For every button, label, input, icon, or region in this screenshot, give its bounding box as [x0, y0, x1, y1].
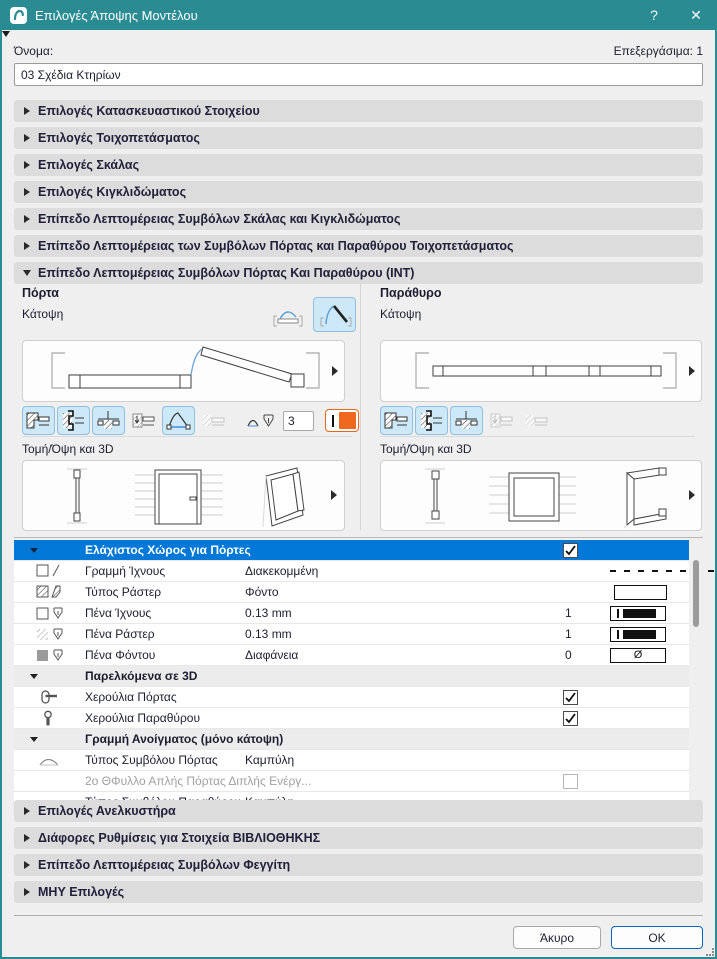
door-section3d-preview[interactable] [22, 460, 345, 531]
titlebar[interactable] [0, 0, 717, 30]
door-detail-wall-opening-button[interactable] [22, 406, 55, 435]
row-background-pen[interactable]: Πένα Φόντου Διαφάνεια 0 Ø [14, 645, 689, 666]
name-label: Όνομα: [14, 44, 54, 58]
door-handles-checkbox[interactable] [563, 690, 578, 705]
door-open-leaf-icon [318, 302, 352, 328]
window-detail-sill-button[interactable] [450, 406, 483, 435]
window-detail-disabled-button [520, 406, 553, 435]
door-plan-label: Κάτοψη [22, 307, 64, 321]
door-panel [14, 284, 360, 534]
window-panel [372, 284, 703, 534]
fill-type-icon [36, 585, 80, 599]
section-door-window-detail-expanded[interactable]: Επίπεδο Λεπτομέρειας Συμβόλων Πόρτας Και Παραθύρου (INT) [14, 262, 703, 284]
min-door-space-checkbox[interactable] [563, 543, 578, 558]
section-cw-door-window-detail[interactable]: Επίπεδο Λεπτομέρειας των Συμβόλων Πόρτας και Παραθύρου Τοιχοπετάσματος [14, 235, 703, 257]
row-second-leaf[interactable]: 2ο ΘΦυλλο Απλής Πόρτας Διπλής Ενέργ... [14, 771, 689, 792]
fill-color-swatch[interactable] [614, 585, 667, 600]
group-min-door-space[interactable]: Ελάχιστος Χώρος για Πόρτες [14, 540, 689, 561]
door-detail-frame-button[interactable] [57, 406, 90, 435]
chevron-down-icon [30, 548, 38, 553]
pen-preview[interactable] [610, 627, 666, 642]
door-detail-buttons [22, 406, 359, 435]
door-detail-threshold-button[interactable] [92, 406, 125, 435]
window-panel-title: Παράθυρο [380, 286, 442, 300]
window-detail-buttons [380, 406, 553, 435]
door-section-divider [22, 436, 352, 437]
dashed-line-preview [610, 570, 716, 572]
resize-grip[interactable] [706, 948, 714, 956]
row-fill-type[interactable]: Τύπος Ράστερ Φόντο [14, 582, 689, 603]
chevron-right-icon [24, 161, 30, 169]
door-symbol-open-toggle[interactable] [313, 297, 356, 332]
chevron-down-icon [30, 674, 38, 679]
row-door-symbol-type[interactable]: Τύπος Συμβόλου Πόρτας Καμπύλη [14, 750, 689, 771]
row-door-handles[interactable]: Χερούλια Πόρτας [14, 687, 689, 708]
editable-count: Επεξεργάσιμα: 1 [613, 44, 703, 58]
cancel-button[interactable]: Άκυρο [513, 926, 601, 949]
window-section3d-preview[interactable] [380, 460, 702, 531]
trace-line-icon [36, 564, 80, 578]
window-section3d-label: Τομή/Όψη και 3D [380, 442, 472, 456]
door-section3d-label: Τομή/Όψη και 3D [22, 442, 114, 456]
window-plan-preview[interactable] [380, 340, 702, 402]
footer-separator [14, 915, 703, 916]
chevron-down-icon [23, 270, 31, 276]
chevron-down-icon [30, 737, 38, 742]
door-panel-title: Πόρτα [22, 286, 59, 300]
group-3d-accessories[interactable]: Παρελκόμενα σε 3D [14, 666, 689, 687]
chevron-right-icon [24, 134, 30, 142]
chevron-right-icon [24, 888, 30, 896]
row-window-handles[interactable]: Χερούλια Παραθύρου [14, 708, 689, 729]
window-handle-icon [36, 710, 80, 727]
table-top-separator [14, 537, 703, 538]
chevron-right-icon [24, 834, 30, 842]
row-trace-pen[interactable]: Πένα Ίχνους 0.13 mm 1 [14, 603, 689, 624]
section-mep-options[interactable]: ΜΗΥ Επιλογές [14, 881, 703, 903]
preview-flyout-arrow-icon [331, 490, 337, 500]
door-plan-preview[interactable] [22, 340, 345, 402]
scrollbar-thumb[interactable] [693, 560, 699, 627]
arc-symbol-icon [36, 753, 80, 768]
section-skylight-detail[interactable]: Επίπεδο Λεπτομέρειας Συμβόλων Φεγγίτη [14, 854, 703, 876]
background-pen-icon [36, 648, 80, 663]
dialog-title: Επιλογές Άποψης Μοντέλου [35, 7, 198, 23]
chevron-right-icon [24, 215, 30, 223]
section-railing[interactable]: Επιλογές Κιγκλιδώματος [14, 181, 703, 203]
door-detail-marker-button[interactable] [127, 406, 160, 435]
section-construction-element[interactable]: Επιλογές Κατασκευαστικού Στοιχείου [14, 100, 703, 122]
window-plan-label: Κάτοψη [380, 307, 422, 321]
row-trace-line[interactable]: Γραμμή Ίχνους Διακεκομμένη [14, 561, 689, 582]
second-leaf-checkbox [563, 774, 578, 789]
help-button[interactable]: ? [633, 0, 675, 30]
opening-line-pen-icon [246, 412, 278, 430]
section-elevator[interactable]: Επιλογές Ανελκυστήρα [14, 800, 703, 822]
settings-table [14, 540, 689, 796]
door-detail-opening-line-button[interactable] [162, 406, 195, 435]
row-fill-pen[interactable]: Πένα Ράστερ 0.13 mm 1 [14, 624, 689, 645]
preview-flyout-arrow-icon [689, 490, 695, 500]
chevron-right-icon [24, 807, 30, 815]
opening-line-pen-input[interactable] [283, 411, 314, 431]
section-stair-railing-symbol-detail[interactable]: Επίπεδο Λεπτομέρειας Συμβόλων Σκάλας και Κιγκλιδώματος [14, 208, 703, 230]
table-scrollbar[interactable] [692, 540, 700, 796]
archicad-app-icon [10, 7, 27, 24]
window-detail-wall-opening-button[interactable] [380, 406, 413, 435]
section-curtain-wall[interactable]: Επιλογές Τοιχοπετάσματος [14, 127, 703, 149]
chevron-right-icon [24, 861, 30, 869]
window-detail-marker-button [485, 406, 518, 435]
door-handle-icon [36, 689, 80, 706]
chevron-right-icon [24, 107, 30, 115]
transparent-pen-preview[interactable]: Ø [610, 648, 666, 663]
section-stair[interactable]: Επιλογές Σκάλας [14, 154, 703, 176]
preview-flyout-arrow-icon [332, 366, 338, 376]
chevron-right-icon [24, 188, 30, 196]
panel-caret-icon [2, 31, 10, 37]
section-library-misc[interactable]: Διάφορες Ρυθμίσεις για Στοιχεία ΒΙΒΛΙΟΘΗΚΗΣ [14, 827, 703, 849]
fill-pen-icon [36, 627, 80, 642]
preview-flyout-arrow-icon [689, 366, 695, 376]
door-detail-disabled-button [197, 406, 230, 435]
door-symbol-simple-toggle[interactable] [266, 297, 309, 332]
ok-button[interactable]: OK [611, 926, 703, 949]
window-section-divider [380, 436, 695, 437]
door-window-detail-panel [14, 284, 703, 534]
group-opening-line[interactable]: Γραμμή Ανοίγματος (μόνο κάτοψη) [14, 729, 689, 750]
name-input[interactable] [14, 63, 703, 86]
dialog-left-edge [0, 30, 2, 959]
pen-color-button[interactable] [325, 409, 359, 432]
close-button[interactable]: ✕ [675, 0, 717, 30]
chevron-right-icon [24, 242, 30, 250]
window-handles-checkbox[interactable] [563, 711, 578, 726]
window-detail-frame-button[interactable] [415, 406, 448, 435]
trace-pen-icon [36, 606, 80, 621]
door-plan-arc-icon [271, 302, 305, 328]
column-divider [360, 284, 361, 530]
pen-preview[interactable] [610, 606, 666, 621]
